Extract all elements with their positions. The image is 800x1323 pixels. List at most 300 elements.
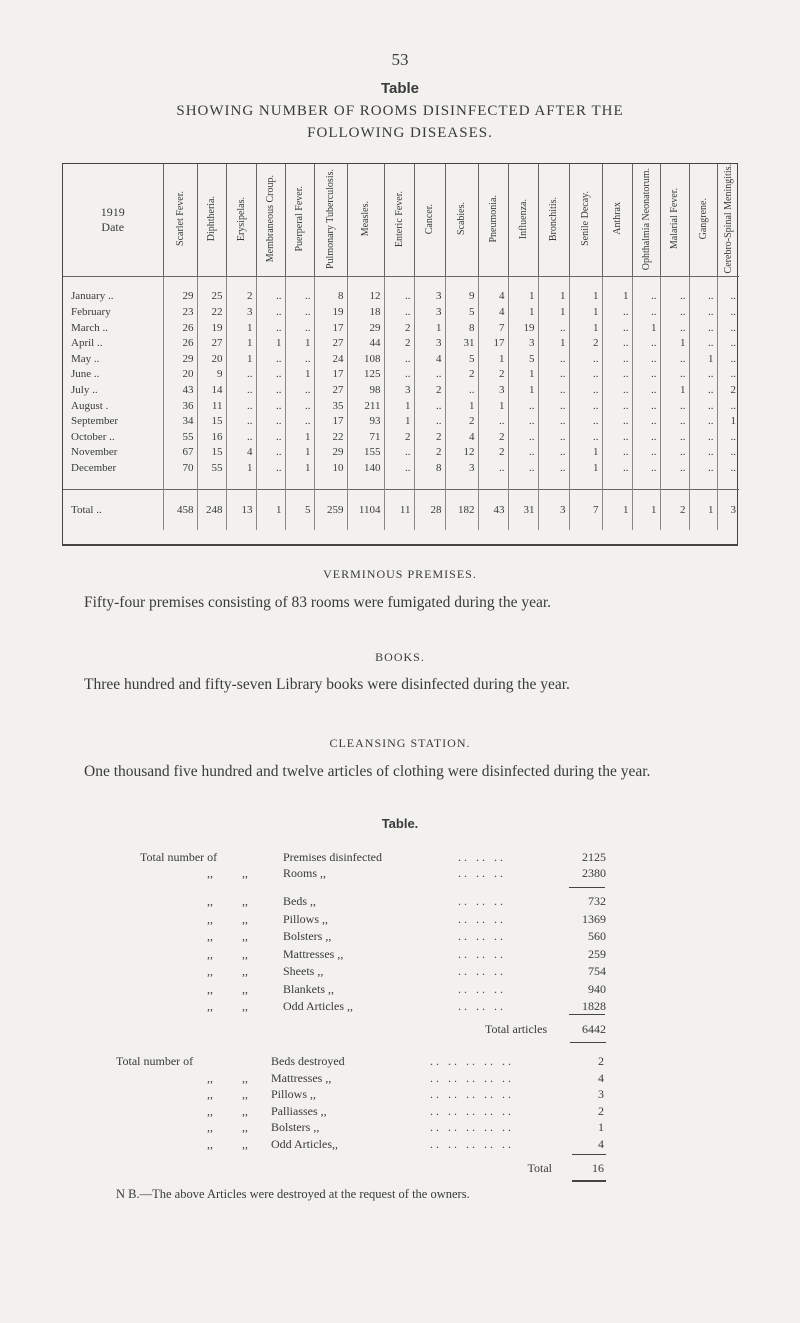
leader-dots: .. .. ..	[458, 894, 506, 908]
spacer-cell	[538, 277, 569, 290]
spacer-cell	[163, 277, 197, 290]
table-cell: 1	[538, 305, 569, 321]
month-cell: May ..	[71, 352, 100, 365]
total-cell: 1	[602, 489, 632, 530]
table-cell: 3	[414, 289, 445, 305]
table-cell: ..	[508, 414, 538, 430]
table-cell: 5	[445, 305, 478, 321]
table-cell: ..	[256, 305, 285, 321]
table-cell: 29	[314, 445, 347, 461]
page-number: 53	[391, 50, 409, 69]
leader-dots: .. .. .. .. ..	[430, 1054, 514, 1068]
summary-value: 4	[598, 1070, 604, 1085]
table-cell: 1	[569, 461, 602, 477]
table-cell: ..	[689, 430, 717, 446]
spacer-cell	[478, 277, 508, 290]
column-header	[445, 164, 478, 277]
table-cell: ..	[256, 445, 285, 461]
column-header	[256, 164, 285, 277]
ditto-mark: ,,	[242, 866, 248, 880]
table-cell: 25	[197, 289, 226, 305]
table-cell: ..	[569, 367, 602, 383]
table-cell: ..	[602, 445, 632, 461]
table-cell: ..	[256, 367, 285, 383]
table-cell: 12	[347, 289, 384, 305]
column-header-label: Membraneous Croup.	[265, 175, 276, 263]
total-cell: 28	[414, 489, 445, 530]
summary-label: Sheets ,,	[283, 964, 324, 978]
spacer-cell	[256, 277, 285, 290]
column-header	[414, 164, 445, 277]
column-header	[602, 164, 632, 277]
summary-row	[0, 982, 800, 1000]
summary-row	[0, 894, 800, 912]
table-cell: 108	[347, 352, 384, 368]
spacer-cell	[314, 477, 347, 490]
table-cell: 2	[414, 383, 445, 399]
ditto-mark: ,,	[207, 1070, 213, 1085]
ditto-mark: ,,	[242, 894, 248, 908]
table-cell: 15	[197, 414, 226, 430]
table-cell: ..	[384, 367, 414, 383]
table-cell: 7	[478, 321, 508, 337]
table-cell: 3	[384, 383, 414, 399]
leader-dots: .. .. ..	[458, 999, 506, 1013]
ditto-mark: ,,	[207, 1087, 213, 1102]
table-cell: ..	[256, 289, 285, 305]
disease-table	[63, 164, 739, 530]
table-cell: ..	[602, 367, 632, 383]
table-row	[63, 352, 739, 368]
total-articles-row	[0, 1022, 800, 1040]
spacer-cell	[660, 477, 689, 490]
table-cell: 1	[285, 461, 314, 477]
books-title: BOOKS.	[375, 650, 425, 664]
table-cell: 26	[163, 336, 197, 352]
summary-row	[0, 1054, 800, 1072]
leader-dots: .. .. ..	[458, 946, 506, 961]
column-header	[347, 164, 384, 277]
summary-row	[0, 912, 800, 930]
table-cell: 2	[414, 445, 445, 461]
table-cell: ..	[717, 430, 739, 446]
table-cell: 70	[163, 461, 197, 477]
cleansing-text: One thousand five hundred and twelve articles of clothing were disinfected during the year.	[84, 763, 651, 780]
month-cell: September	[71, 415, 119, 428]
table-cell: ..	[660, 321, 689, 337]
table-cell: ..	[632, 336, 660, 352]
spacer-cell	[602, 477, 632, 490]
table-cell: ..	[569, 352, 602, 368]
disease-table-body	[63, 277, 739, 530]
table-cell: 125	[347, 367, 384, 383]
summary-label: Pillows ,,	[283, 911, 329, 926]
spacer-cell	[384, 277, 414, 290]
table-cell: ..	[256, 352, 285, 368]
summary-row	[0, 964, 800, 982]
table-cell: 18	[347, 305, 384, 321]
table-cell: ..	[569, 430, 602, 446]
table-cell: ..	[717, 399, 739, 415]
table-cell: 2	[478, 445, 508, 461]
table-cell: 2	[384, 336, 414, 352]
column-header-label: Influenza.	[517, 198, 529, 239]
table-cell: 8	[314, 289, 347, 305]
table-cell: 1	[602, 289, 632, 305]
table2-heading: Table.	[381, 816, 419, 831]
summary-label: Pillows ,,	[271, 1087, 317, 1102]
summary-row	[0, 947, 800, 965]
ditto-mark: ,,	[242, 946, 248, 961]
column-header	[632, 164, 660, 277]
table-row	[63, 414, 739, 430]
table-cell: ..	[256, 321, 285, 337]
table-cell: 3	[226, 305, 256, 321]
column-header-label: Malarial Fever.	[669, 188, 680, 250]
table-cell: ..	[660, 414, 689, 430]
table-cell: ..	[538, 321, 569, 337]
table-cell: 2	[445, 367, 478, 383]
date-header-label: Date	[101, 220, 125, 235]
spacer-cell	[226, 477, 256, 490]
summary-label: Blankets ,,	[283, 981, 334, 996]
table-header-row	[63, 164, 739, 277]
leader-dots: .. .. .. .. ..	[430, 1103, 514, 1118]
table-cell: ..	[538, 383, 569, 399]
total-cell: 43	[478, 489, 508, 530]
table-cell: 3	[508, 336, 538, 352]
table-cell: ..	[384, 305, 414, 321]
table-cell: 8	[414, 461, 445, 477]
table-cell: 1	[717, 414, 739, 430]
table-cell: 9	[197, 367, 226, 383]
total-articles-value: 6442	[582, 1022, 606, 1036]
table-cell: ..	[226, 367, 256, 383]
summary-value: 3	[598, 1087, 604, 1102]
table-cell: 22	[197, 305, 226, 321]
table-cell: 10	[314, 461, 347, 477]
table-cell: ..	[414, 367, 445, 383]
table-cell: 15	[197, 445, 226, 461]
table-cell: ..	[660, 445, 689, 461]
ditto-mark: ,,	[207, 946, 213, 961]
table-cell: 1	[660, 336, 689, 352]
table-row	[63, 399, 739, 415]
table-cell: 35	[314, 399, 347, 415]
spacer-cell	[689, 277, 717, 290]
ditto-mark: ,,	[242, 964, 248, 978]
spacer-cell	[660, 277, 689, 290]
column-header-label: Enteric Fever.	[393, 190, 405, 247]
table-cell: 1	[538, 336, 569, 352]
table-cell: ..	[689, 367, 717, 383]
table-cell: 1	[569, 445, 602, 461]
table-cell: ..	[285, 321, 314, 337]
table-cell: ..	[256, 461, 285, 477]
month-cell: December	[71, 461, 117, 474]
summary-label: Mattresses ,,	[271, 1070, 332, 1085]
summary-label: Mattresses ,,	[283, 946, 344, 961]
column-header	[538, 164, 569, 277]
ditto-mark: ,,	[207, 894, 213, 908]
table-cell: 1	[569, 305, 602, 321]
total-cell: 1	[256, 489, 285, 530]
table-cell: ..	[632, 305, 660, 321]
table-cell: 98	[347, 383, 384, 399]
table-cell: ..	[689, 383, 717, 399]
summary-label: Odd Articles,,	[271, 1137, 338, 1151]
column-header-label: Gangrene.	[697, 198, 709, 240]
premises-value: 2125	[582, 850, 606, 864]
month-cell: October ..	[71, 430, 115, 443]
table-cell: 1	[632, 321, 660, 337]
cleansing-title: CLEANSING STATION.	[329, 736, 471, 750]
spacer-cell	[256, 477, 285, 490]
footnote: N B.—The above Articles were destroyed at the request of the owners.	[116, 1187, 470, 1201]
date-header	[63, 164, 163, 277]
summary-row	[0, 1137, 800, 1155]
summary-value: 732	[588, 894, 606, 908]
table-cell: 2	[384, 430, 414, 446]
leader-dots: .. .. ..	[458, 929, 506, 943]
table-cell: ..	[632, 383, 660, 399]
table-cell: ..	[632, 399, 660, 415]
table-cell: ..	[285, 414, 314, 430]
table-row	[63, 321, 739, 337]
table-cell: 1	[285, 445, 314, 461]
destroyed-total-row	[0, 1161, 800, 1179]
table-cell: ..	[384, 461, 414, 477]
total-cell: 5	[285, 489, 314, 530]
summary-value: 1369	[582, 911, 606, 926]
table-cell: ..	[602, 383, 632, 399]
table-cell: ..	[717, 461, 739, 477]
spacer-row	[63, 277, 739, 290]
column-header-label: Pneumonia.	[487, 194, 499, 243]
table-cell: ..	[226, 383, 256, 399]
table-cell: 34	[163, 414, 197, 430]
ditto-mark: ,,	[242, 1070, 248, 1085]
rule	[572, 1154, 606, 1155]
table-cell: ..	[632, 367, 660, 383]
table-cell: 23	[163, 305, 197, 321]
ditto-mark: ,,	[207, 911, 213, 926]
table-cell: 2	[226, 289, 256, 305]
table-cell: ..	[717, 445, 739, 461]
column-header	[717, 164, 739, 277]
table-cell: 2	[384, 321, 414, 337]
column-header-label: Measles.	[360, 201, 371, 237]
table-cell: 55	[163, 430, 197, 446]
table-cell: ..	[384, 445, 414, 461]
table-cell: ..	[717, 305, 739, 321]
table-row	[63, 445, 739, 461]
table-cell: 1	[226, 461, 256, 477]
summary-value: 259	[588, 946, 606, 961]
table-cell: ..	[285, 399, 314, 415]
rooms-row	[0, 866, 800, 884]
table-cell: 3	[414, 305, 445, 321]
table-cell: ..	[689, 336, 717, 352]
rule	[569, 887, 605, 888]
books-text: Three hundred and fifty-seven Library books were disinfected during the year.	[84, 676, 570, 693]
column-header	[163, 164, 197, 277]
table-cell: ..	[384, 352, 414, 368]
table-cell: 1	[226, 336, 256, 352]
rooms-label: Rooms ,,	[283, 866, 327, 880]
table-cell: ..	[508, 461, 538, 477]
table-subtitle-line1: SHOWING NUMBER OF ROOMS DISINFECTED AFTER THE	[176, 103, 624, 119]
spacer-cell	[538, 477, 569, 490]
spacer-cell	[347, 477, 384, 490]
column-header-label: Senile Decay.	[580, 191, 591, 247]
table-cell: 155	[347, 445, 384, 461]
total-cell: 13	[226, 489, 256, 530]
spacer-cell	[197, 277, 226, 290]
spacer-cell	[445, 477, 478, 490]
table-row	[63, 430, 739, 446]
table-cell: 5	[508, 352, 538, 368]
ditto-mark: ,,	[207, 981, 213, 996]
table-subtitle-line2: FOLLOWING DISEASES.	[307, 125, 493, 141]
table-cell: 2	[445, 414, 478, 430]
table-cell: 1	[445, 399, 478, 415]
table-cell: 55	[197, 461, 226, 477]
month-cell: January ..	[71, 290, 114, 303]
table-cell: ..	[538, 461, 569, 477]
spacer-cell	[632, 477, 660, 490]
leader-dots: .. .. .. .. ..	[430, 1120, 514, 1135]
table-cell: ..	[478, 461, 508, 477]
table-cell: 5	[445, 352, 478, 368]
column-header	[197, 164, 226, 277]
month-cell: February	[71, 306, 111, 319]
table-cell: 1	[384, 399, 414, 415]
column-header	[314, 164, 347, 277]
table-cell: 4	[414, 352, 445, 368]
table-row	[63, 461, 739, 477]
spacer-cell	[63, 477, 163, 490]
table-cell: 1	[538, 289, 569, 305]
spacer-cell	[508, 277, 538, 290]
table-cell: 27	[314, 383, 347, 399]
table-cell: 27	[314, 336, 347, 352]
table-cell: 2	[414, 430, 445, 446]
summary-label: Bolsters ,,	[283, 929, 332, 943]
table-cell: ..	[660, 305, 689, 321]
spacer-cell	[285, 277, 314, 290]
summary-value: 1	[598, 1120, 604, 1135]
table-cell: ..	[285, 289, 314, 305]
table-cell: 2	[569, 336, 602, 352]
table-cell: ..	[602, 305, 632, 321]
rule	[569, 1014, 605, 1015]
spacer-cell	[632, 277, 660, 290]
table-cell: 3	[478, 383, 508, 399]
table-cell: ..	[602, 461, 632, 477]
table-cell: 12	[445, 445, 478, 461]
table-cell: 1	[689, 352, 717, 368]
column-header-label: Pulmonary Tuberculosis.	[325, 168, 336, 269]
column-header	[226, 164, 256, 277]
month-cell: July ..	[71, 384, 98, 396]
table-cell: 1	[660, 383, 689, 399]
total-number-of-label: Total number of	[140, 850, 218, 864]
column-header-label: Puerperal Fever.	[294, 185, 305, 252]
table-cell: 43	[163, 383, 197, 399]
table-cell: 4	[226, 445, 256, 461]
spacer-cell	[445, 277, 478, 290]
table-cell: 1	[226, 352, 256, 368]
table-cell: 140	[347, 461, 384, 477]
table-cell: ..	[538, 414, 569, 430]
ditto-mark: ,,	[242, 1087, 248, 1102]
table-cell: ..	[538, 352, 569, 368]
column-header-label: Erysipelas.	[235, 196, 247, 241]
column-header-label: Diphtheria.	[206, 196, 217, 242]
rule	[572, 1180, 606, 1182]
table-cell: 1	[256, 336, 285, 352]
leader-dots: .. .. ..	[458, 964, 506, 978]
column-header	[508, 164, 538, 277]
total-articles-label: Total articles	[485, 1022, 548, 1036]
total-cell: 1	[689, 489, 717, 530]
summary-label: Bolsters ,,	[271, 1120, 320, 1135]
table-row	[63, 289, 739, 305]
table-cell: ..	[602, 399, 632, 415]
table-cell: 14	[197, 383, 226, 399]
column-header	[478, 164, 508, 277]
table-cell: ..	[256, 414, 285, 430]
date-header-year: 1919	[100, 205, 125, 220]
table-cell: 17	[314, 367, 347, 383]
table-cell: 22	[314, 430, 347, 446]
total-cell: 3	[717, 489, 739, 530]
table-cell: ..	[689, 399, 717, 415]
ditto-mark: ,,	[207, 999, 213, 1013]
month-cell: August .	[71, 399, 109, 412]
table-cell: ..	[717, 321, 739, 337]
spacer-cell	[314, 277, 347, 290]
summary-label: Odd Articles ,,	[283, 999, 353, 1013]
table-cell: ..	[689, 321, 717, 337]
table-cell: ..	[602, 414, 632, 430]
table-cell: ..	[569, 383, 602, 399]
total-cell: 11	[384, 489, 414, 530]
table-cell: 67	[163, 445, 197, 461]
table-cell: ..	[256, 399, 285, 415]
summary-row	[0, 999, 800, 1017]
table-cell: ..	[285, 352, 314, 368]
spacer-cell	[163, 477, 197, 490]
table-cell: 17	[314, 414, 347, 430]
ditto-mark: ,,	[207, 1103, 213, 1118]
table-cell: ..	[602, 430, 632, 446]
table-cell: ..	[414, 399, 445, 415]
summary-value: 4	[598, 1137, 604, 1151]
spacer-row	[63, 477, 739, 490]
column-header-label: Anthrax	[611, 202, 623, 236]
spacer-cell	[414, 277, 445, 290]
table-cell: 1	[508, 383, 538, 399]
table-cell: 44	[347, 336, 384, 352]
summary-label: Palliasses ,,	[271, 1103, 327, 1118]
table-cell: 11	[197, 399, 226, 415]
table-cell: ..	[689, 289, 717, 305]
total-cell: 248	[197, 489, 226, 530]
table-cell: 36	[163, 399, 197, 415]
table-cell: 211	[347, 399, 384, 415]
